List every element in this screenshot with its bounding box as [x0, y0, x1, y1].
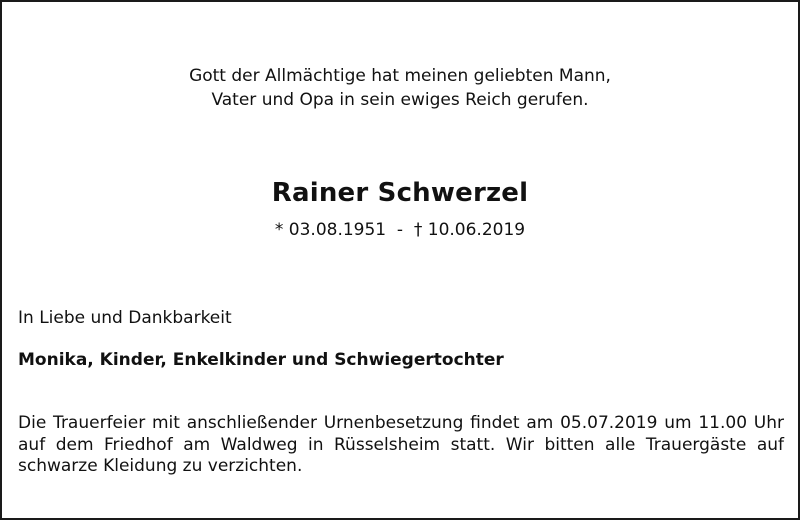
funeral-service-info: Die Trauerfeier mit anschließender Urnenbesetzung findet am 05.07.2019 um 11.00 Uhr auf dem Friedhof am Waldweg in Rüsselsheim statt. Wir bitten alle Trauergäste auf schwarze Kleidung zu verzichten. [18, 413, 784, 476]
deceased-name: Rainer Schwerzel [271, 178, 529, 208]
intro-line-1: Gott der Allmächtige hat meinen geliebten Mann, [189, 66, 611, 86]
mourners-line: Monika, Kinder, Enkelkinder und Schwiegertochter [18, 350, 504, 370]
intro-verse [2, 64, 798, 112]
life-dates: * 03.08.1951 - † 10.06.2019 [274, 220, 526, 240]
intro-line-2: Vater und Opa in sein ewiges Reich gerufen. [211, 90, 589, 110]
thanks-line: In Liebe und Dankbarkeit [18, 308, 232, 328]
